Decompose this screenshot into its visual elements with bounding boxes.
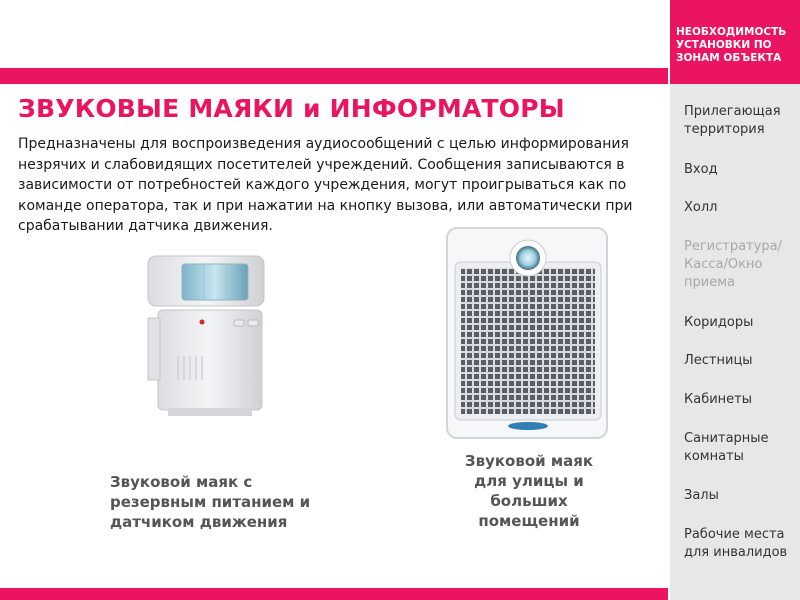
- product-caption-outdoor-beacon: Звуковой маяк для улицы и больших помещений: [464, 452, 594, 530]
- sidebar-item-sanitary[interactable]: Санитарные комнаты: [684, 431, 769, 464]
- sidebar-item-halls[interactable]: Залы: [684, 488, 719, 503]
- sidebar-item-stairs[interactable]: Лестницы: [684, 353, 753, 368]
- sidebar-title: НЕОБХОДИМОСТЬ УСТАНОВКИ ПО ЗОНАМ ОБЪЕКТА: [676, 26, 787, 64]
- product-caption-motion-beacon: Звуковой маяк с резервным питанием и датчиком движения: [110, 473, 311, 531]
- sidebar-item-corridors[interactable]: Коридоры: [684, 315, 754, 330]
- bottom-accent-stripe: [0, 588, 668, 600]
- beacon-motion-sensor-image: [124, 248, 284, 423]
- sidebar-item-reception[interactable]: Регистратура/ Касса/Окно приема: [684, 239, 782, 290]
- sidebar-item-territory[interactable]: Прилегающая территория: [684, 104, 781, 137]
- page-description: Предназначены для воспроизведения аудиосообщений с целью информирования незрячих и слабовидящих посетителей учреждений. Сообщения записываются в зависимости от потребностей каждого учреждения, могут проигрываться как по команде оператора, так и при нажатии на кнопку вызова, или автоматически при срабатывании датчика движения.: [18, 136, 633, 234]
- sidebar-item-hall[interactable]: Холл: [684, 200, 718, 215]
- top-accent-stripe: [0, 68, 668, 84]
- sidebar-divider: [668, 0, 670, 600]
- page-title: ЗВУКОВЫЕ МАЯКИ и ИНФОРМАТОРЫ: [18, 94, 565, 123]
- sidebar: [670, 0, 800, 600]
- sidebar-item-workplaces[interactable]: Рабочие места для инвалидов: [684, 527, 788, 560]
- sidebar-item-entrance[interactable]: Вход: [684, 162, 718, 177]
- beacon-outdoor-image: [445, 226, 610, 441]
- sidebar-item-offices[interactable]: Кабинеты: [684, 392, 752, 407]
